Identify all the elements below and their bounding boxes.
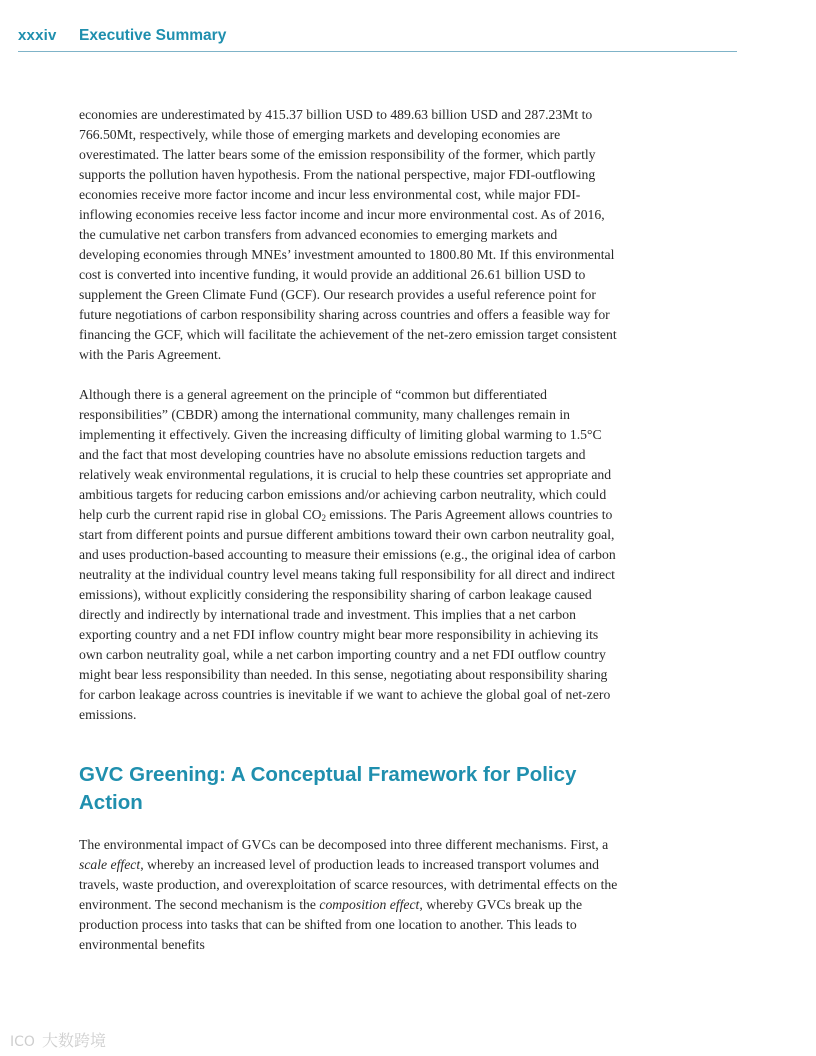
page-header bbox=[18, 27, 737, 52]
section-heading: GVC Greening: A Conceptual Framework for Policy Action bbox=[79, 763, 577, 814]
scale-effect-term: scale effect bbox=[79, 857, 141, 872]
co2-subscript: 2 bbox=[321, 513, 326, 523]
watermark bbox=[10, 1028, 106, 1051]
paragraph-2 bbox=[79, 385, 619, 725]
paragraph-2-part-2: emissions. The Paris Agreement allows countries to start from different points and pursue different ambitions toward their own carbon neutrality goal, and uses production-based accounting to measure their emissions (e.g., the original idea of carbon neutrality at the individual country level means taking full responsibility for all direct and indirect emissions), without explicitly considering the responsibility sharing of carbon leakage caused directly and indirectly by international trade and investment. This implies that a net carbon exporting country and a net FDI inflow country might bear more responsibility in achieving its own carbon neutrality goal, while a net carbon importing country and a net FDI outflow country might bear less responsibility than needed. In this sense, negotiating about responsibility sharing for carbon leakage across countries is inevitable if we want to achieve the global goal of net-zero emissions. bbox=[79, 507, 616, 722]
paragraph-2-part-1: Although there is a general agreement on the principle of “common but differentiated responsibilities” (CBDR) among the international community, many challenges remain in implementing it effectively. Given the increasing difficulty of limiting global warming to 1.5°C and the fact that most developing countries have no absolute emissions reduction targets and relatively weak environmental regulations, it is crucial to help these countries set appropriate and ambitious targets for reducing carbon emissions and/or achieving carbon neutrality, which could help curb the current rapid rise in global CO bbox=[79, 387, 612, 522]
page-number: xxxiv bbox=[18, 27, 57, 44]
watermark-logo-icon: ICO bbox=[10, 1034, 35, 1050]
body-content bbox=[79, 105, 619, 955]
paragraph-3-part-3: , whereby GVCs break up the production process into tasks that can be shifted from one location to another. This leads to environmental benefits bbox=[79, 897, 583, 952]
paragraph-3-part-1: The environmental impact of GVCs can be decomposed into three different mechanisms. First, a bbox=[79, 837, 609, 852]
watermark-text: 大数跨境 bbox=[42, 1031, 107, 1050]
composition-effect-term: composition effect bbox=[319, 897, 420, 912]
paragraph-3-part-2: , whereby an increased level of production leads to increased transport volumes and travels, waste production, and overexploitation of scarce resources, with detrimental effects on the environment. The second mechanism is the bbox=[79, 857, 618, 912]
running-title: Executive Summary bbox=[79, 27, 227, 44]
paragraph-1: economies are underestimated by 415.37 billion USD to 489.63 billion USD and 287.23Mt to 766.50Mt, respectively, while those of emerging markets and developing economies are overestimated. The latter bears some of the emission responsibility of the former, which partly supports the pollution haven hypothesis. From the national perspective, major FDI-outflowing economies receive more factor income and incur less environmental cost, while major FDI-inflowing economies receive less factor income and incur more environmental cost. As of 2016, the cumulative net carbon transfers from advanced economies to emerging markets and developing economies through MNEs’ investment amounted to 1800.80 Mt. If this environmental cost is converted into incentive funding, it would provide an additional 26.61 billion USD to supplement the Green Climate Fund (GCF). Our research provides a useful reference point for future negotiations of carbon responsibility sharing across countries and offers a feasible way for financing the GCF, which will facilitate the achievement of the net-zero emission target consistent with the Paris Agreement. bbox=[79, 107, 617, 362]
paragraph-3 bbox=[79, 835, 619, 955]
